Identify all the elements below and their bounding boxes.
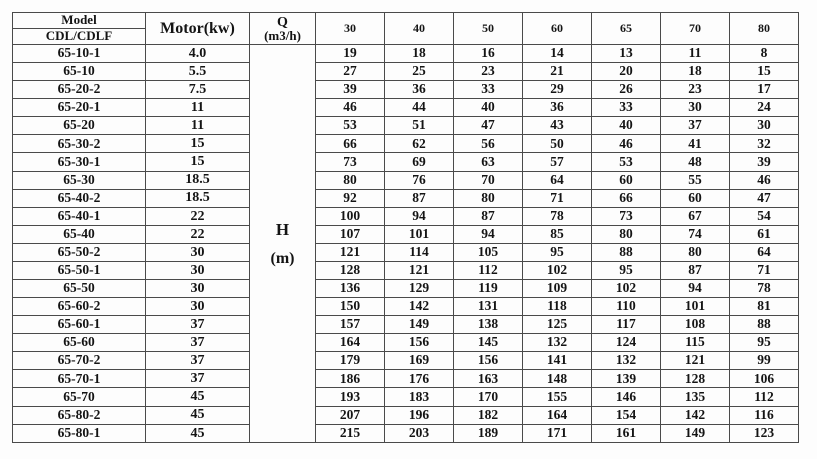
- model-cell: 65-80-1: [13, 424, 146, 442]
- head-value-cell: 132: [523, 334, 592, 352]
- head-value-cell: 51: [385, 117, 454, 135]
- head-value-cell: 215: [316, 424, 385, 442]
- header-motor: Motor(kw): [146, 13, 250, 45]
- head-value-cell: 71: [730, 261, 799, 279]
- head-value-cell: 47: [454, 117, 523, 135]
- head-value-cell: 105: [454, 243, 523, 261]
- head-value-cell: 73: [316, 153, 385, 171]
- head-value-cell: 37: [661, 117, 730, 135]
- motor-cell: 30: [146, 243, 250, 261]
- head-value-cell: 179: [316, 352, 385, 370]
- head-value-cell: 115: [661, 334, 730, 352]
- header-model-series: CDL/CDLF: [13, 29, 146, 45]
- model-cell: 65-10-1: [13, 45, 146, 63]
- head-value-cell: 19: [316, 45, 385, 63]
- head-value-cell: 66: [592, 189, 661, 207]
- motor-cell: 15: [146, 153, 250, 171]
- head-value-cell: 36: [523, 99, 592, 117]
- head-value-cell: 78: [523, 207, 592, 225]
- model-cell: 65-30-1: [13, 153, 146, 171]
- motor-cell: 45: [146, 406, 250, 424]
- head-value-cell: 48: [661, 153, 730, 171]
- head-value-cell: 55: [661, 171, 730, 189]
- head-value-cell: 156: [454, 352, 523, 370]
- head-value-cell: 43: [523, 117, 592, 135]
- head-value-cell: 21: [523, 63, 592, 81]
- head-value-cell: 71: [523, 189, 592, 207]
- head-value-cell: 66: [316, 135, 385, 153]
- head-value-cell: 11: [661, 45, 730, 63]
- head-value-cell: 186: [316, 370, 385, 388]
- head-value-cell: 132: [592, 352, 661, 370]
- head-value-cell: 56: [454, 135, 523, 153]
- table-row: [13, 189, 799, 207]
- head-value-cell: 121: [661, 352, 730, 370]
- head-value-cell: 70: [454, 171, 523, 189]
- head-value-cell: 29: [523, 81, 592, 99]
- table-row: [13, 280, 799, 298]
- pump-spec-table: [12, 12, 799, 443]
- motor-cell: 7.5: [146, 81, 250, 99]
- head-value-cell: 125: [523, 316, 592, 334]
- head-value-cell: 67: [661, 207, 730, 225]
- head-value-cell: 196: [385, 406, 454, 424]
- header-flow: [250, 13, 316, 45]
- model-cell: 65-50-1: [13, 261, 146, 279]
- head-value-cell: 25: [385, 63, 454, 81]
- head-value-cell: 50: [523, 135, 592, 153]
- head-value-cell: 18: [385, 45, 454, 63]
- head-value-cell: 87: [661, 261, 730, 279]
- head-value-cell: 169: [385, 352, 454, 370]
- head-value-cell: 36: [385, 81, 454, 99]
- head-value-cell: 46: [592, 135, 661, 153]
- table-row: [13, 298, 799, 316]
- model-cell: 65-40-2: [13, 189, 146, 207]
- head-value-cell: 101: [661, 298, 730, 316]
- head-value-cell: 142: [661, 406, 730, 424]
- model-cell: 65-70: [13, 388, 146, 406]
- table-row: [13, 352, 799, 370]
- motor-cell: 22: [146, 225, 250, 243]
- table-row: [13, 81, 799, 99]
- head-value-cell: 46: [316, 99, 385, 117]
- head-value-cell: 33: [592, 99, 661, 117]
- head-value-cell: 99: [730, 352, 799, 370]
- head-value-cell: 155: [523, 388, 592, 406]
- head-value-cell: 53: [316, 117, 385, 135]
- model-cell: 65-80-2: [13, 406, 146, 424]
- head-value-cell: 157: [316, 316, 385, 334]
- head-value-cell: 15: [730, 63, 799, 81]
- head-value-cell: 136: [316, 280, 385, 298]
- model-cell: 65-30-2: [13, 135, 146, 153]
- head-value-cell: 64: [730, 243, 799, 261]
- head-value-cell: 23: [661, 81, 730, 99]
- head-value-cell: 88: [730, 316, 799, 334]
- head-value-cell: 39: [316, 81, 385, 99]
- head-value-cell: 87: [454, 207, 523, 225]
- model-cell: 65-50-2: [13, 243, 146, 261]
- head-value-cell: 64: [523, 171, 592, 189]
- head-value-cell: 101: [385, 225, 454, 243]
- head-value-cell: 164: [523, 406, 592, 424]
- head-value-cell: 26: [592, 81, 661, 99]
- table-row: [13, 99, 799, 117]
- head-value-cell: 44: [385, 99, 454, 117]
- head-value-cell: 138: [454, 316, 523, 334]
- head-value-cell: 148: [523, 370, 592, 388]
- head-value-cell: 87: [385, 189, 454, 207]
- head-value-cell: 149: [385, 316, 454, 334]
- head-value-cell: 20: [592, 63, 661, 81]
- head-value-cell: 40: [454, 99, 523, 117]
- head-value-cell: 94: [454, 225, 523, 243]
- head-value-cell: 88: [592, 243, 661, 261]
- head-value-cell: 121: [316, 243, 385, 261]
- motor-cell: 4.0: [146, 45, 250, 63]
- head-value-cell: 94: [385, 207, 454, 225]
- model-cell: 65-40: [13, 225, 146, 243]
- table-row: [13, 63, 799, 81]
- head-value-cell: 30: [661, 99, 730, 117]
- motor-cell: 37: [146, 316, 250, 334]
- head-value-cell: 18: [661, 63, 730, 81]
- header-flow-70: 70: [661, 13, 730, 45]
- table-row: [13, 225, 799, 243]
- head-value-cell: 78: [730, 280, 799, 298]
- head-value-cell: 95: [730, 334, 799, 352]
- table-row: [13, 261, 799, 279]
- head-value-cell: 94: [661, 280, 730, 298]
- head-value-cell: 102: [523, 261, 592, 279]
- head-value-cell: 16: [454, 45, 523, 63]
- motor-cell: 37: [146, 352, 250, 370]
- head-value-cell: 164: [316, 334, 385, 352]
- head-value-cell: 117: [592, 316, 661, 334]
- head-value-cell: 27: [316, 63, 385, 81]
- head-value-cell: 80: [661, 243, 730, 261]
- head-value-cell: 57: [523, 153, 592, 171]
- head-value-cell: 32: [730, 135, 799, 153]
- table-row: [13, 370, 799, 388]
- model-cell: 65-20: [13, 117, 146, 135]
- header-flow-40: 40: [385, 13, 454, 45]
- header-row-top: [13, 13, 799, 29]
- head-value-cell: 61: [730, 225, 799, 243]
- head-value-cell: 102: [592, 280, 661, 298]
- motor-cell: 37: [146, 334, 250, 352]
- head-value-cell: 176: [385, 370, 454, 388]
- model-cell: 65-40-1: [13, 207, 146, 225]
- head-value-cell: 17: [730, 81, 799, 99]
- table-row: [13, 135, 799, 153]
- head-value-cell: 80: [454, 189, 523, 207]
- head-value-cell: 112: [454, 261, 523, 279]
- head-value-cell: 108: [661, 316, 730, 334]
- table-row: [13, 117, 799, 135]
- head-value-cell: 139: [592, 370, 661, 388]
- head-value-cell: 189: [454, 424, 523, 442]
- head-value-cell: 150: [316, 298, 385, 316]
- model-cell: 65-60-1: [13, 316, 146, 334]
- head-value-cell: 121: [385, 261, 454, 279]
- head-value-cell: 128: [661, 370, 730, 388]
- table-row: [13, 316, 799, 334]
- head-value-cell: 149: [661, 424, 730, 442]
- head-value-cell: 106: [730, 370, 799, 388]
- model-cell: 65-70-1: [13, 370, 146, 388]
- head-value-cell: 100: [316, 207, 385, 225]
- motor-cell: 37: [146, 370, 250, 388]
- head-unit: (m): [270, 249, 295, 267]
- head-value-cell: 114: [385, 243, 454, 261]
- head-value-cell: 118: [523, 298, 592, 316]
- model-cell: 65-30: [13, 171, 146, 189]
- model-cell: 65-50: [13, 280, 146, 298]
- table-header: [13, 13, 799, 45]
- head-value-cell: 131: [454, 298, 523, 316]
- head-value-cell: 47: [730, 189, 799, 207]
- motor-cell: 45: [146, 388, 250, 406]
- head-value-cell: 62: [385, 135, 454, 153]
- head-value-cell: 80: [316, 171, 385, 189]
- head-value-cell: 39: [730, 153, 799, 171]
- head-value-cell: 161: [592, 424, 661, 442]
- head-value-cell: 13: [592, 45, 661, 63]
- head-value-cell: 53: [592, 153, 661, 171]
- head-value-cell: 128: [316, 261, 385, 279]
- motor-cell: 11: [146, 99, 250, 117]
- table-body: [13, 45, 799, 443]
- head-value-cell: 85: [523, 225, 592, 243]
- motor-cell: 30: [146, 298, 250, 316]
- header-flow-60: 60: [523, 13, 592, 45]
- table-row: [13, 45, 799, 63]
- head-value-cell: 107: [316, 225, 385, 243]
- table-row: [13, 207, 799, 225]
- head-value-cell: 146: [592, 388, 661, 406]
- header-flow-50: 50: [454, 13, 523, 45]
- motor-cell: 22: [146, 207, 250, 225]
- model-cell: 65-70-2: [13, 352, 146, 370]
- head-value-cell: 54: [730, 207, 799, 225]
- head-value-cell: 95: [523, 243, 592, 261]
- head-value-cell: 129: [385, 280, 454, 298]
- motor-cell: 18.5: [146, 171, 250, 189]
- head-value-cell: 60: [661, 189, 730, 207]
- table-row: [13, 171, 799, 189]
- head-value-cell: 171: [523, 424, 592, 442]
- head-value-cell: 203: [385, 424, 454, 442]
- motor-cell: 11: [146, 117, 250, 135]
- head-value-cell: 207: [316, 406, 385, 424]
- motor-cell: 18.5: [146, 189, 250, 207]
- head-value-cell: 76: [385, 171, 454, 189]
- model-cell: 65-20-2: [13, 81, 146, 99]
- table-row: [13, 406, 799, 424]
- head-value-cell: 182: [454, 406, 523, 424]
- flow-unit: (m3/h): [264, 27, 301, 43]
- head-value-cell: 193: [316, 388, 385, 406]
- table-row: [13, 388, 799, 406]
- header-model-title: Model: [13, 13, 146, 29]
- head-value-cell: 109: [523, 280, 592, 298]
- head-value-cell: 8: [730, 45, 799, 63]
- head-value-cell: 110: [592, 298, 661, 316]
- head-value-cell: 170: [454, 388, 523, 406]
- flow-symbol: Q: [277, 14, 288, 30]
- head-value-cell: 135: [661, 388, 730, 406]
- table-row: [13, 153, 799, 171]
- head-symbol: H: [275, 219, 290, 239]
- head-value-cell: 80: [592, 225, 661, 243]
- head-value-cell: 81: [730, 298, 799, 316]
- head-value-cell: 40: [592, 117, 661, 135]
- head-value-cell: 33: [454, 81, 523, 99]
- head-value-cell: 41: [661, 135, 730, 153]
- head-value-cell: 112: [730, 388, 799, 406]
- head-value-cell: 141: [523, 352, 592, 370]
- head-value-cell: 183: [385, 388, 454, 406]
- head-value-cell: 30: [730, 117, 799, 135]
- table-row: [13, 334, 799, 352]
- head-value-cell: 156: [385, 334, 454, 352]
- model-cell: 65-60: [13, 334, 146, 352]
- head-value-cell: 124: [592, 334, 661, 352]
- model-cell: 65-60-2: [13, 298, 146, 316]
- head-value-cell: 24: [730, 99, 799, 117]
- motor-cell: 15: [146, 135, 250, 153]
- table-row: [13, 424, 799, 442]
- head-value-cell: 154: [592, 406, 661, 424]
- head-value-cell: 142: [385, 298, 454, 316]
- head-value-cell: 60: [592, 171, 661, 189]
- head-value-cell: 69: [385, 153, 454, 171]
- motor-cell: 30: [146, 280, 250, 298]
- head-value-cell: 74: [661, 225, 730, 243]
- header-flow-30: 30: [316, 13, 385, 45]
- head-value-cell: 73: [592, 207, 661, 225]
- head-value-cell: 46: [730, 171, 799, 189]
- head-unit-cell: [250, 45, 316, 443]
- model-cell: 65-10: [13, 63, 146, 81]
- head-value-cell: 163: [454, 370, 523, 388]
- head-value-cell: 119: [454, 280, 523, 298]
- head-value-cell: 14: [523, 45, 592, 63]
- head-value-cell: 92: [316, 189, 385, 207]
- motor-cell: 30: [146, 261, 250, 279]
- header-flow-65: 65: [592, 13, 661, 45]
- table-row: [13, 243, 799, 261]
- head-value-cell: 123: [730, 424, 799, 442]
- head-value-cell: 23: [454, 63, 523, 81]
- head-value-cell: 145: [454, 334, 523, 352]
- head-value-cell: 116: [730, 406, 799, 424]
- head-value-cell: 63: [454, 153, 523, 171]
- header-flow-80: 80: [730, 13, 799, 45]
- model-cell: 65-20-1: [13, 99, 146, 117]
- head-value-cell: 95: [592, 261, 661, 279]
- motor-cell: 45: [146, 424, 250, 442]
- motor-cell: 5.5: [146, 63, 250, 81]
